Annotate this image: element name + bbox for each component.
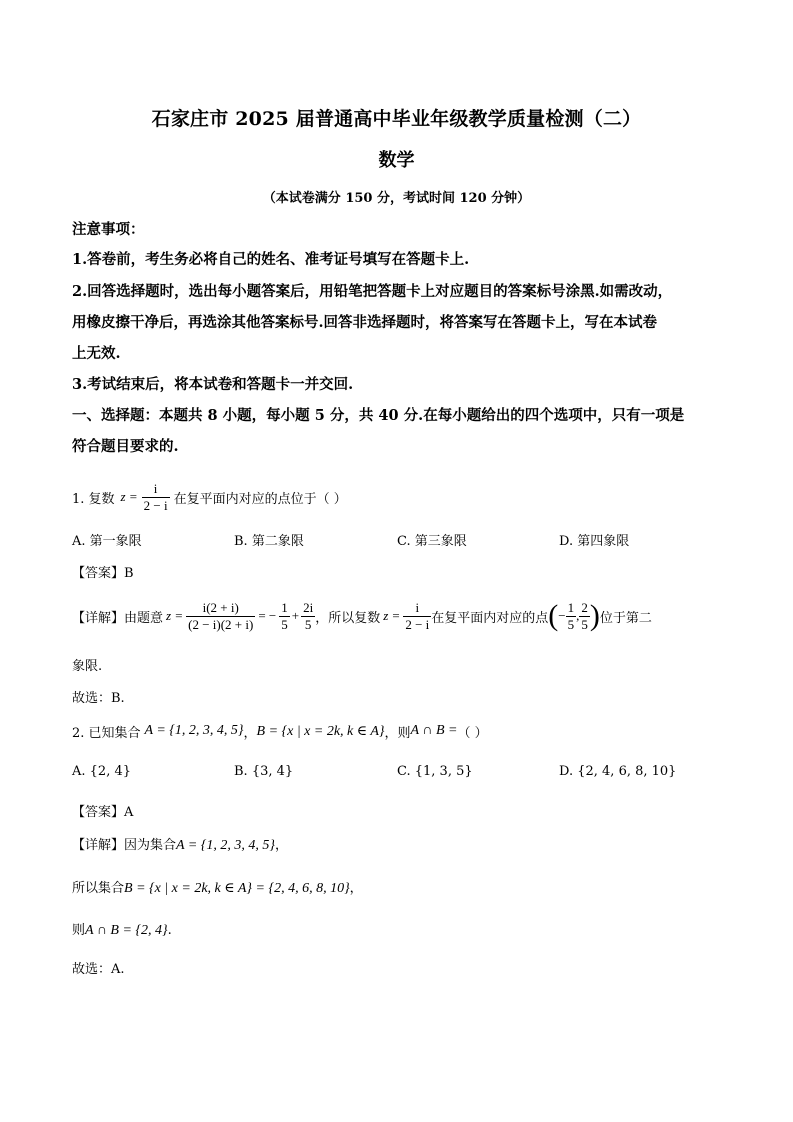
detail-1-math: A = {1, 2, 3, 4, 5} xyxy=(176,838,275,853)
exam-info: （本试卷满分 150 分，考试时间 120 分钟） xyxy=(262,191,531,206)
question-1-prefix: 1. 复数 xyxy=(72,491,115,507)
question-1-suffix: 在复平面内对应的点位于（ ） xyxy=(173,491,347,507)
question-2-choose: 故选：A. xyxy=(72,962,125,977)
question-2-option-c: C. {1, 3, 5} xyxy=(397,764,473,779)
intersection: A ∩ B = xyxy=(410,723,458,738)
set-a: A = {1, 2, 3, 4, 5} xyxy=(144,723,244,738)
detail-2-label: 所以集合 xyxy=(72,881,125,896)
fraction-3-numerator: i xyxy=(403,600,431,617)
question-1-detail-middle-text-2: 在复平面内对应的点 xyxy=(431,610,549,626)
question-1-option-a: A. 第一象限 xyxy=(72,534,142,549)
fraction-2-denominator: 5 xyxy=(304,616,312,632)
notice-item-2-line-3: 上无效. xyxy=(72,345,121,362)
notice-item-2-line-2: 用橡皮擦干净后，再选涂其他答案标号.回答非选择题时，将答案写在答题卡上，写在本试卷 xyxy=(72,314,658,331)
question-2-stem xyxy=(72,718,488,744)
point-y-numerator: 2 xyxy=(581,599,588,615)
point-x-fraction xyxy=(566,600,577,633)
close-paren: ) xyxy=(589,599,600,632)
question-1-option-b: B. 第二象限 xyxy=(234,534,304,549)
comma: ， xyxy=(243,725,257,741)
detail-3-math: A ∩ B = {2, 4} xyxy=(85,923,168,938)
question-1-answer: 【答案】B xyxy=(72,566,134,581)
fraction-1-numerator: 1 xyxy=(281,599,288,615)
question-2-detail-1 xyxy=(72,834,288,854)
question-1-detail-label: 【详解】由题意 xyxy=(72,610,164,626)
question-1-choose: 故选：B. xyxy=(72,691,125,706)
fraction-2-numerator: 2i xyxy=(303,599,314,615)
point-y-fraction xyxy=(579,600,590,633)
question-1-fraction-denominator: 2 − i xyxy=(143,497,168,513)
question-1-detail-fraction-1 xyxy=(279,600,290,633)
question-1-z: z = xyxy=(120,489,138,504)
question-1-detail-z2: z = xyxy=(383,608,401,623)
question-1-detail-denominator: (2 − i)(2 + i) xyxy=(188,616,254,632)
question-1-detail-fraction-2 xyxy=(301,600,315,633)
question-1-detail-fraction-3 xyxy=(403,600,431,633)
question-1-option-d: D. 第四象限 xyxy=(559,534,630,549)
section-heading-line-2: 符合题目要求的. xyxy=(72,438,179,455)
point-y-denominator: 5 xyxy=(581,616,588,632)
open-paren: ( xyxy=(548,599,559,632)
question-1-detail-equals: = − xyxy=(258,608,277,623)
notice-item-1: 1.答卷前，考生务必将自己的姓名、准考证号填写在答题卡上. xyxy=(72,251,470,268)
detail-1-label: 【详解】因为集合 xyxy=(72,838,177,853)
question-1-detail: 【详解】由题意 z = $\frac{i(2 + i)}{(2 - i)(2 + i)}$ = − $\frac{1}{5}$ + $\frac{2i}{5}$ ，所以复数 z = $\frac{i}{2 - i}$ 在复平面内对应的点 ( − $\frac{1}{5}$ , $\frac{2}{5}$ ) 位于第二 xyxy=(72,599,652,632)
detail-1-end: ， xyxy=(274,838,288,853)
exam-title: 石家庄市 2025 届普通高中毕业年级教学质量检测（二） xyxy=(151,108,642,130)
question-1-detail-z: z = xyxy=(166,608,184,623)
question-2-option-d: D. {2, 4, 6, 8, 10} xyxy=(559,764,677,779)
section-heading-line-1: 一、选择题：本题共 8 小题，每小题 5 分，共 40 分.在每小题给出的四个选项中，只有一项是 xyxy=(72,407,685,424)
question-2-option-b: B. {3, 4} xyxy=(234,764,294,779)
question-1-detail-numerator: i(2 + i) xyxy=(186,600,255,617)
question-1-fraction-numerator: i xyxy=(142,481,170,498)
question-2-option-a: A. {2, 4} xyxy=(72,764,132,779)
question-1-detail-tail: 位于第二 xyxy=(599,610,652,626)
question-2-paren: （ ） xyxy=(457,725,488,741)
notice-item-2-line-1: 2.回答选择题时，选出每小题答案后，用铅笔把答题卡上对应题目的答案标号涂黑.如需改动， xyxy=(72,283,673,300)
question-1-detail-middle-text: ，所以复数 xyxy=(315,610,381,626)
question-1-detail-fraction xyxy=(186,600,255,633)
detail-3-label: 则 xyxy=(72,923,86,938)
question-2-prefix: 2. 已知集合 xyxy=(72,725,141,741)
set-b: B = {x | x = 2k, k ∈ A} xyxy=(256,723,385,739)
question-1-fraction xyxy=(142,481,170,514)
question-2-detail-3 xyxy=(72,919,172,939)
point-x-numerator: 1 xyxy=(567,599,575,615)
subject-title: 数学 xyxy=(378,150,415,171)
detail-2-math: B = {x | x = 2k, k ∈ A} = {2, 4, 6, 8, 10} xyxy=(124,881,350,896)
question-2-answer: 【答案】A xyxy=(72,805,134,820)
question-2-then: ，则 xyxy=(384,725,411,741)
notice-item-3: 3.考试结束后，将本试卷和答题卡一并交回. xyxy=(72,376,354,393)
fraction-1-denominator: 5 xyxy=(281,616,288,632)
detail-3-end: . xyxy=(167,923,172,938)
question-2-detail-2 xyxy=(72,877,363,897)
fraction-3-denominator: 2 − i xyxy=(405,616,430,632)
question-1-stem xyxy=(72,476,347,518)
question-1-detail-line-2: 象限. xyxy=(72,659,103,674)
question-1-option-c: C. 第三象限 xyxy=(397,534,467,549)
detail-2-end: ， xyxy=(349,881,363,896)
point-x-denominator: 5 xyxy=(567,616,575,632)
plus-sign: + xyxy=(291,608,300,623)
notice-heading: 注意事项： xyxy=(72,221,145,238)
